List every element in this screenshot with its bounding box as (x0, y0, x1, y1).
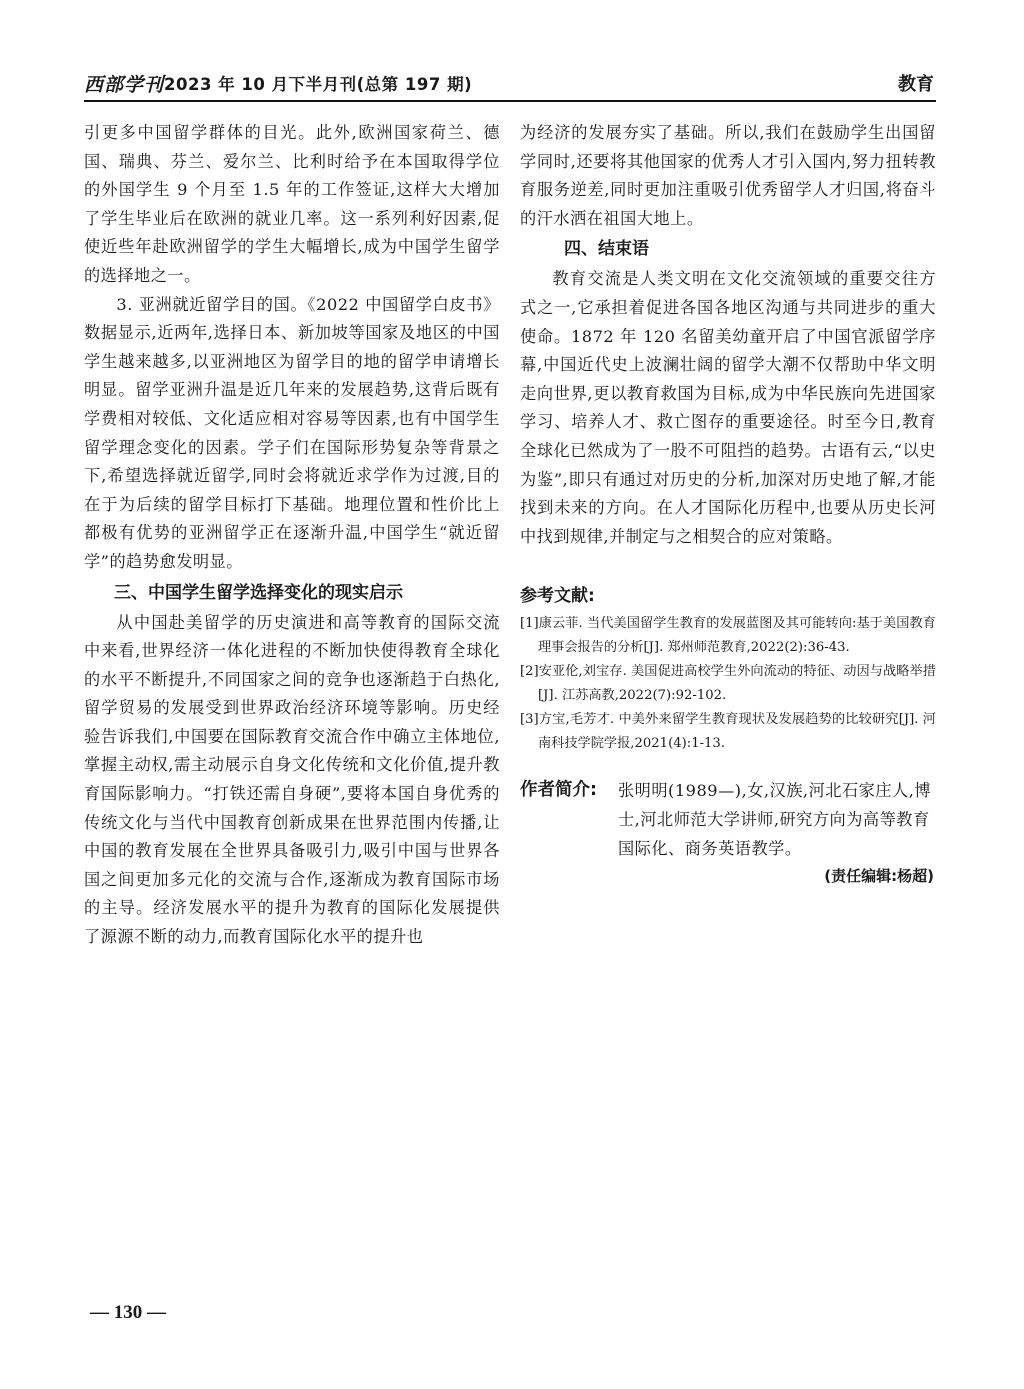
responsible-editor: (责任编辑:杨超) (824, 867, 934, 886)
left-column (84, 119, 500, 952)
journal-logo: 西部学刊 (84, 74, 165, 96)
header-rule (84, 100, 936, 102)
left-paragraph-1: 引更多中国留学群体的目光。此外,欧洲国家荷兰、德国、瑞典、芬兰、爱尔兰、比利时给予在本国取得学位的外国学生 9 个月至 1.5 年的工作签证,这样大大增加了学生毕业后在欧洲的就业几率。这一系列利好因素,促使近些年赴欧洲留学的学生大幅增长,成为中国学生留学的选择地之一。 (84, 123, 500, 285)
page-number: — 130 — (90, 1302, 166, 1323)
reference-item: [3]方宝,毛芳才. 中美外来留学生教育现状及发展趋势的比较研究[J]. 河南科技学院学报,2021(4):1-13. (520, 712, 936, 752)
issue-info: 2023 年 10 月下半月刊(总第 197 期) (164, 75, 473, 94)
reference-item: [1]康云菲. 当代美国留学生教育的发展蓝图及其可能转向:基于美国教育理事会报告的分析[J]. 郑州师范教育,2022(2):36-43. (520, 616, 936, 656)
right-paragraph-2: 教育交流是人类文明在文化交流领域的重要交往方式之一,它承担着促进各国各地区沟通与共同进步的重大使命。1872 年 120 名留美幼童开启了中国官派留学序幕,中国近代史上波澜壮阔的留学大潮不仅帮助中华文明走向世界,更以教育救国为目标,成为中华民族向先进国家学习、培养人才、救亡图存的重要途径。时至今日,教育全球化已然成为了一股不可阻挡的趋势。古语有云,“以史为鉴”,即只有通过对历史的分析,加深对历史地了解,才能找到未来的方向。在人才国际化历程中,也要从历史长河中找到规律,并制定与之相契合的应对策略。 (520, 269, 936, 546)
page-header (84, 68, 936, 100)
references-title: 参考文献: (520, 586, 595, 607)
author-bio (520, 776, 936, 863)
author-label: 作者简介: (520, 780, 597, 801)
left-paragraph-3: 从中国赴美留学的历史演进和高等教育的国际交流中来看,世界经济一体化进程的不断加快使得教育全球化的水平不断提升,不同国家之间的竞争也逐渐趋于白热化,留学贸易的发展受到世界政治经济环境等影响。历史经验告诉我们,中国要在国际教育交流合作中确立主体地位,掌握主动权,需主动展示自身文化传统和文化价值,提升教育国际影响力。“打铁还需自身硬”,要将本国自身优秀的传统文化与当代中国教育创新成果在世界范围内传播,让中国的教育发展在全世界具备吸引力,吸引中国与世界各国之间更加多元化的交流与合作,逐渐成为教育国际市场的主导。经济发展水平的提升为教育的国际化发展提供了源源不断的动力,而教育国际化水平的提升也 (84, 612, 500, 947)
right-paragraph-1: 为经济的发展夯实了基础。所以,我们在鼓励学生出国留学同时,还要将其他国家的优秀人才引入国内,努力扭转教育服务逆差,同时更加注重吸引优秀留学人才归国,将奋斗的汗水洒在祖国大地上。 (520, 123, 936, 228)
right-column (520, 119, 936, 886)
left-paragraph-2: 3. 亚洲就近留学目的国。《2022 中国留学白皮书》数据显示,近两年,选择日本、新加坡等国家及地区的中国学生越来越多,以亚洲地区为留学目的地的留学申请增长明显。留学亚洲升温是近几年来的发展趋势,这背后既有学费相对较低、文化适应相对容易等因素,也有中国学生留学理念变化的因素。学子们在国际形势复杂等背景之下,希望选择就近留学,同时会将就近求学作为过渡,目的在于为后续的留学目标打下基础。地理位置和性价比上都极有优势的亚洲留学正在逐渐升温,中国学生“就近留学”的趋势愈发明显。 (84, 294, 500, 571)
reference-item: [2]安亚伦,刘宝存. 美国促进高校学生外向流动的特征、动因与战略举措[J]. 江苏高教,2022(7):92-102. (520, 664, 936, 704)
author-text: 张明明(1989—),女,汉族,河北石家庄人,博士,河北师范大学讲师,研究方向为高等教育国际化、商务英语教学。 (618, 781, 932, 859)
section-heading-3: 三、中国学生留学选择变化的现实启示 (114, 582, 403, 603)
section-heading-4: 四、结束语 (564, 239, 649, 260)
section-name: 教育 (898, 74, 934, 95)
